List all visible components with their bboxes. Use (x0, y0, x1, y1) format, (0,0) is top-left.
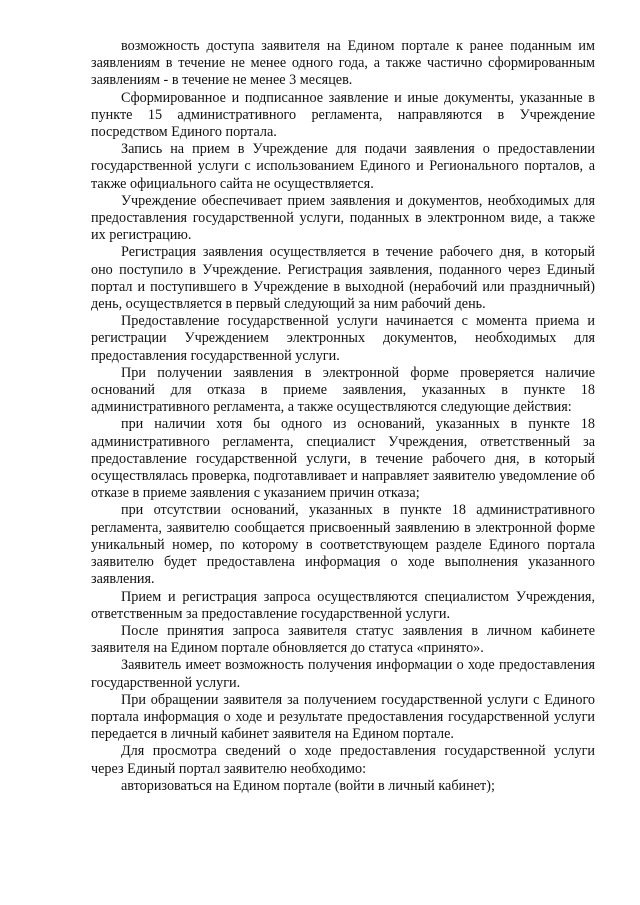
document-page (91, 38, 595, 795)
paragraph-5: Регистрация заявления осуществляется в течение рабочего дня, в который оно поступило в Учреждение. Регистрация заявления, поданного через Единый портал и поступившего в Учреждение в выходной (нерабочий или праздничный) день, осуществляется в первый следующий за ним рабочий день. (91, 244, 595, 313)
paragraph-3: Запись на прием в Учреждение для подачи заявления о предоставлении государственной услуги с использованием Единого и Регионального порталов, а также официального сайта не осуществляется. (91, 141, 595, 192)
paragraph-7: При получении заявления в электронной форме проверяется наличие оснований для отказа в приеме заявления, указанных в пункте 18 административного регламента, а также осуществляются следующие действия: (91, 364, 595, 416)
paragraph-13: При обращении заявителя за получением государственной услуги с Единого портала информация о ходе и результате предоставления государственной услуги передается в личный кабинет заявителя на Едином портале. (91, 691, 595, 743)
paragraph-14: Для просмотра сведений о ходе предоставления государственной услуги через Единый портал заявителю необходимо: (91, 743, 595, 777)
paragraph-9: при отсутствии оснований, указанных в пункте 18 административного регламента, заявителю сообщается присвоенный заявлению в электронной форме уникальный номер, по которому в соответствующем разделе Единого портала заявителю будет предоставлена информация о ходе выполнения указанного заявления. (91, 502, 595, 588)
paragraph-4: Учреждение обеспечивает прием заявления и документов, необходимых для предоставления государственной услуги, поданных в электронном виде, а также их регистрацию. (91, 192, 595, 244)
paragraph-2: Сформированное и подписанное заявление и иные документы, указанные в пункте 15 административного регламента, направляются в Учреждение посредством Единого портала. (91, 89, 595, 141)
paragraph-8: при наличии хотя бы одного из оснований, указанных в пункте 18 административного регламента, специалист Учреждения, ответственный за предоставление государственной услуги, в течение рабочего дня, в который осуществлялась проверка, подготавливает и направляет заявителю уведомление об отказе в приеме заявления с указанием причин отказа; (91, 416, 595, 502)
paragraph-1: возможность доступа заявителя на Едином портале к ранее поданным им заявлениям в течение не менее одного года, а также частично сформированным заявлениям - в течение не менее 3 месяцев. (91, 38, 595, 89)
paragraph-15: авторизоваться на Едином портале (войти в личный кабинет); (121, 777, 495, 794)
paragraph-10: Прием и регистрация запроса осуществляются специалистом Учреждения, ответственным за предоставление государственной услуги. (91, 588, 595, 622)
paragraph-12: Заявитель имеет возможность получения информации о ходе предоставления государственной услуги. (91, 657, 595, 691)
paragraph-11: После принятия запроса заявителя статус заявления в личном кабинете заявителя на Едином портале обновляется до статуса «принято». (91, 622, 595, 657)
paragraph-6: Предоставление государственной услуги начинается с момента приема и регистрации Учреждением электронных документов, необходимых для предоставления государственной услуги. (91, 313, 595, 364)
